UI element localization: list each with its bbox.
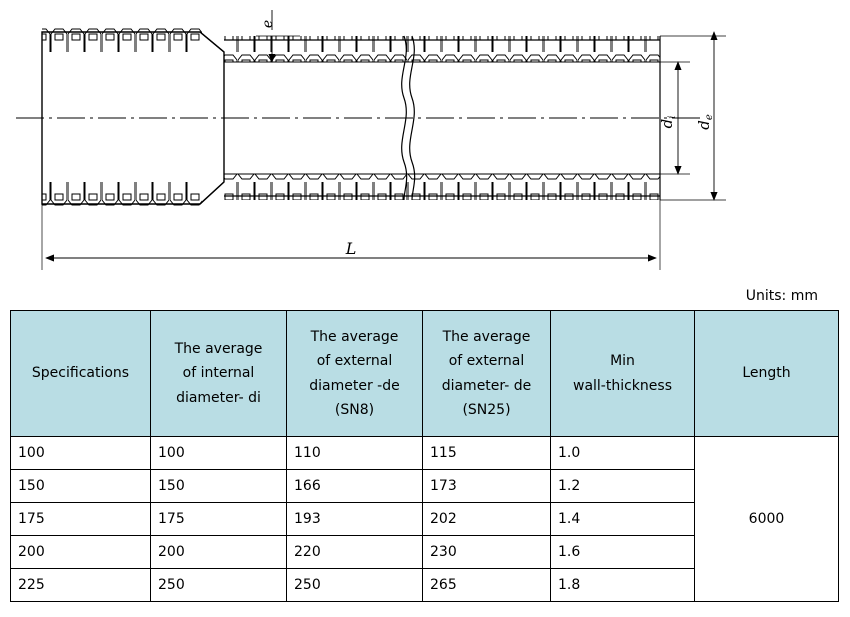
cell-min-wall-thickness: 1.8 [551,569,695,602]
label-length: L [345,239,357,258]
cell-external-diameter-sn25: 115 [423,437,551,470]
cell-specification: 100 [11,437,151,470]
header-average-internal-diameter: The average of internal diameter- di [151,311,287,437]
header-average-external-diameter-sn8: The average of external diameter -de (SN8) [287,311,423,437]
cell-length: 6000 [695,437,839,602]
cell-internal-diameter: 150 [151,470,287,503]
header-specifications: Specifications [11,311,151,437]
table-header-row [11,311,839,437]
cell-external-diameter-sn25: 265 [423,569,551,602]
label-external-diameter: $d_e$ [695,114,715,130]
cell-external-diameter-sn25: 230 [423,536,551,569]
cell-external-diameter-sn8: 193 [287,503,423,536]
units-note: Units: mm [745,288,818,304]
cell-specification: 200 [11,536,151,569]
header-average-external-diameter-sn25: The average of external diameter- de (SN25) [423,311,551,437]
cell-specification: 225 [11,569,151,602]
table-row [11,437,839,470]
pipe-outline [16,28,700,208]
specifications-table [10,310,839,602]
cell-external-diameter-sn25: 202 [423,503,551,536]
cell-external-diameter-sn8: 110 [287,437,423,470]
cell-min-wall-thickness: 1.4 [551,503,695,536]
cell-specification: 150 [11,470,151,503]
header-min-wall-thickness: Min wall-thickness [551,311,695,437]
cell-internal-diameter: 200 [151,536,287,569]
cell-external-diameter-sn25: 173 [423,470,551,503]
cell-min-wall-thickness: 1.6 [551,536,695,569]
cell-internal-diameter: 250 [151,569,287,602]
cell-external-diameter-sn8: 166 [287,470,423,503]
cell-internal-diameter: 175 [151,503,287,536]
label-wall-thickness: e [260,19,276,29]
cell-specification: 175 [11,503,151,536]
cell-external-diameter-sn8: 220 [287,536,423,569]
cell-internal-diameter: 100 [151,437,287,470]
pipe-technical-drawing [0,0,850,290]
cell-min-wall-thickness: 1.0 [551,437,695,470]
header-length: Length [695,311,839,437]
cell-external-diameter-sn8: 250 [287,569,423,602]
cell-min-wall-thickness: 1.2 [551,470,695,503]
label-internal-diameter: $d_i$ [658,115,678,129]
